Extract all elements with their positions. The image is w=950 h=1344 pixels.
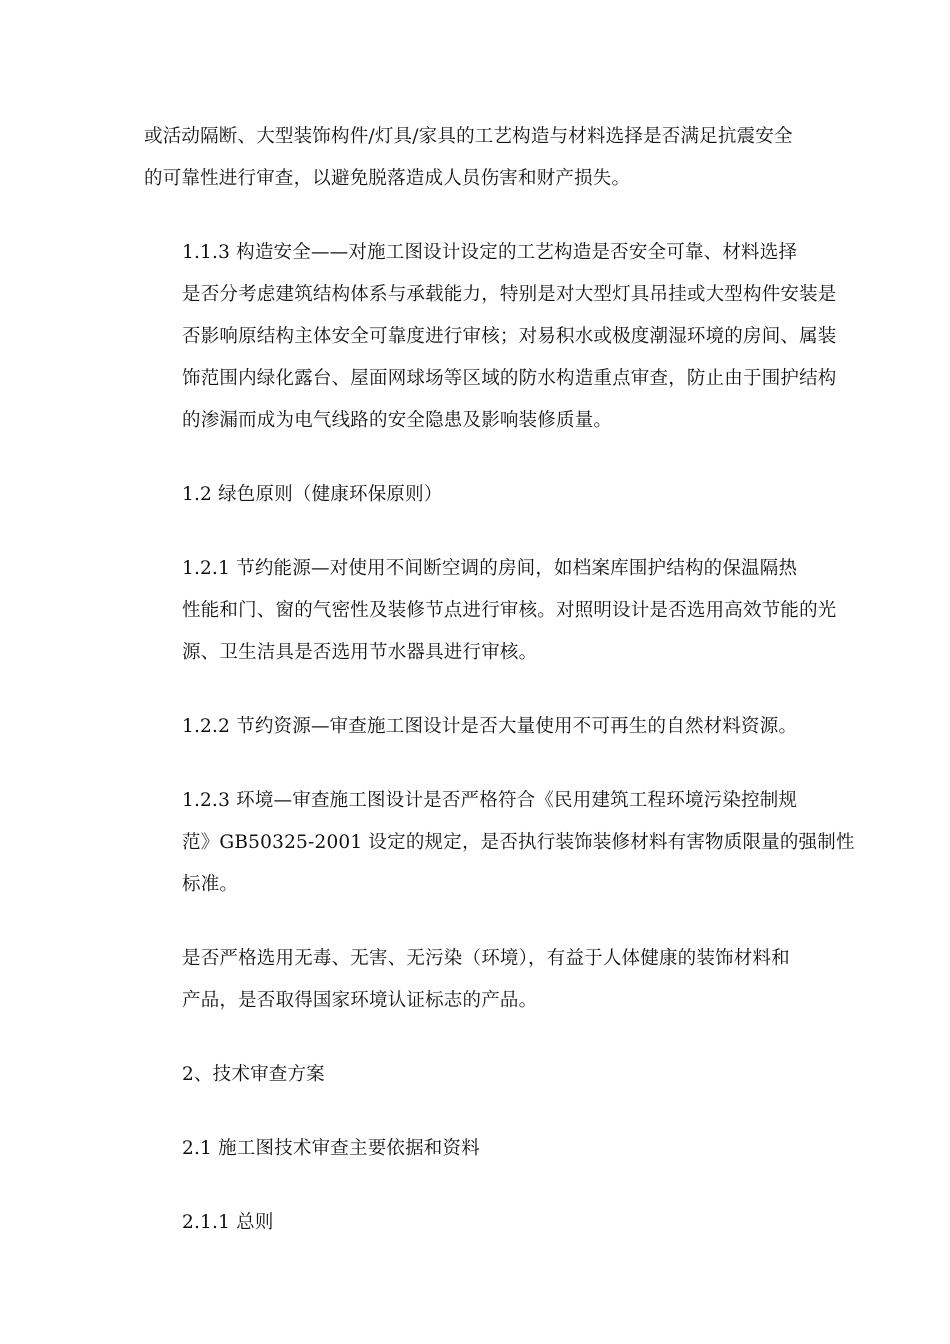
heading-general-rules — [144, 1202, 809, 1244]
paragraph-environment — [144, 780, 855, 906]
text-line: 标准。 — [182, 874, 239, 895]
text-line: 范》GB50325-2001 设定的规定，是否执行装饰装修材料有害物质限量的强制性 — [182, 832, 855, 853]
text-line: 或活动隔断、大型装饰构件/灯具/家具的工艺构造与材料选择是否满足抗震安全 — [144, 126, 793, 147]
text-line: 1.2.3 环境—审查施工图设计是否严格符合《民用建筑工程环境污染控制规 — [182, 790, 798, 811]
paragraph-resource-saving — [144, 706, 809, 748]
text-line: 的可靠性进行审查，以避免脱落造成人员伤害和财产损失。 — [144, 168, 631, 189]
text-line: 1.2.2 节约资源—审查施工图设计是否大量使用不可再生的自然材料资源。 — [182, 716, 798, 737]
heading-technical-review-plan — [144, 1054, 809, 1096]
text-line: 1.1.3 构造安全——对施工图设计设定的工艺构造是否安全可靠、材料选择 — [182, 242, 798, 263]
document-page — [144, 116, 855, 1276]
text-line: 2.1.1 总则 — [182, 1212, 274, 1233]
paragraph-nontoxic-materials — [144, 938, 809, 1022]
text-line: 源、卫生洁具是否选用节水器具进行审核。 — [182, 642, 538, 663]
text-line: 的渗漏而成为电气线路的安全隐患及影响装修质量。 — [182, 410, 613, 431]
text-line: 2.1 施工图技术审查主要依据和资料 — [182, 1138, 480, 1159]
text-line: 1.2.1 节约能源—对使用不间断空调的房间，如档案库围护结构的保温隔热 — [182, 558, 798, 579]
paragraph-structural-safety — [144, 232, 837, 442]
text-line: 是否严格选用无毒、无害、无污染（环境），有益于人体健康的装饰材料和 — [182, 948, 790, 969]
paragraph-energy-saving — [144, 548, 837, 674]
paragraph-seismic-continuation — [144, 116, 809, 200]
text-line: 否影响原结构主体安全可靠度进行审核；对易积水或极度潮湿环境的房间、属装 — [182, 326, 837, 347]
heading-review-basis — [144, 1128, 809, 1170]
heading-green-principle — [144, 474, 809, 516]
text-line: 饰范围内绿化露台、屋面网球场等区域的防水构造重点审查，防止由于围护结构 — [182, 368, 837, 389]
text-line: 性能和门、窗的气密性及装修节点进行审核。对照明设计是否选用高效节能的光 — [182, 600, 837, 621]
text-line: 是否分考虑建筑结构体系与承载能力，特别是对大型灯具吊挂或大型构件安装是 — [182, 284, 837, 305]
text-line: 产品，是否取得国家环境认证标志的产品。 — [182, 990, 538, 1011]
text-line: 2、技术审查方案 — [182, 1064, 325, 1085]
text-line: 1.2 绿色原则（健康环保原则） — [182, 484, 443, 505]
